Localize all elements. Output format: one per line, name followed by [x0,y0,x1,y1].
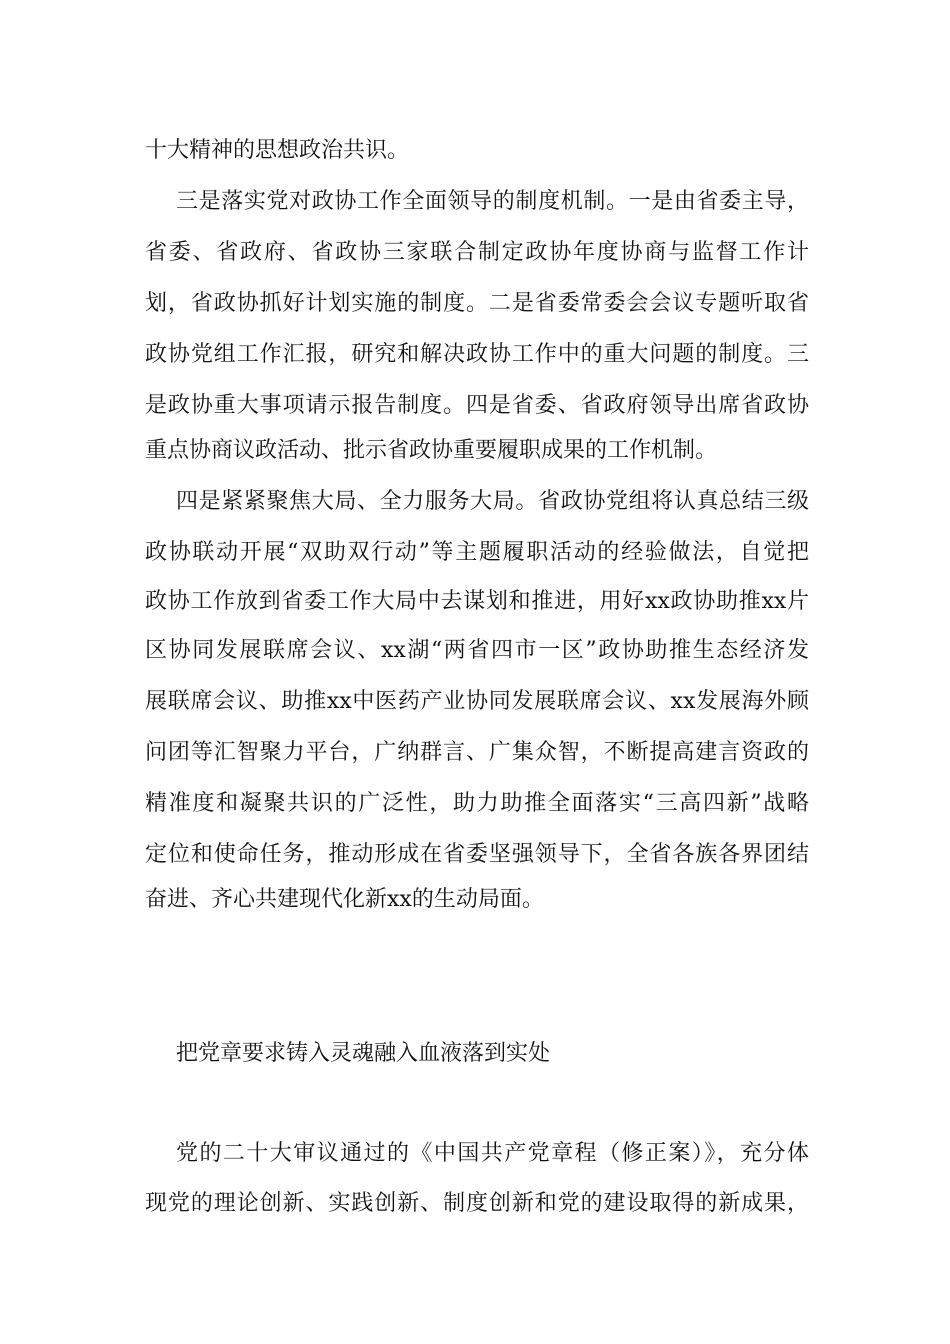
paragraph-line: 三是落实党对政协工作全面领导的制度机制。一是由省委主导， [176,189,809,214]
paragraph-line: 区协同发展联席会议、xx湖“两省四市一区”政协助推生态经济发 [145,638,809,663]
paragraph-line: 现党的理论创新、实践创新、制度创新和党的建设取得的新成果， [145,1191,809,1216]
paragraph-line: 精准度和凝聚共识的广泛性，助力助推全面落实“三高四新”战略 [145,791,809,816]
paragraph-line: 政协工作放到省委工作大局中去谋划和推进，用好xx政协助推xx片 [145,589,809,614]
paragraph-line: 政协党组工作汇报，研究和解决政协工作中的重大问题的制度。三 [145,342,809,367]
paragraph-line: 是政协重大事项请示报告制度。四是省委、省政府领导出席省政协 [145,393,809,418]
paragraph-line: 问团等汇智聚力平台，广纳群言、广集众智，不断提高建言资政的 [145,740,809,765]
paragraph-line: 党的二十大审议通过的《中国共产党章程（修正案）》，充分体 [176,1141,809,1166]
paragraph-line: 政协联动开展“双助双行动”等主题履职活动的经验做法，自觉把 [145,540,809,565]
paragraph-line: 奋进、齐心共建现代化新xx的生动局面。 [145,887,544,912]
paragraph-line: 省委、省政府、省政协三家联合制定政协年度协商与监督工作计 [145,240,809,265]
section-heading: 把党章要求铸入灵魂融入血液落到实处 [176,1041,551,1066]
paragraph-line: 展联席会议、助推xx中医药产业协同发展联席会议、xx发展海外顾 [145,689,809,714]
paragraph-line: 重点协商议政活动、批示省政协重要履职成果的工作机制。 [145,438,718,463]
paragraph-line: 划，省政协抓好计划实施的制度。二是省委常委会会议专题听取省 [145,291,809,316]
paragraph-line: 定位和使命任务，推动形成在省委坚强领导下，全省各族各界团结 [145,842,809,867]
paragraph-line: 四是紧紧聚焦大局、全力服务大局。省政协党组将认真总结三级 [176,489,809,514]
paragraph-line: 十大精神的思想政治共识。 [145,138,410,163]
